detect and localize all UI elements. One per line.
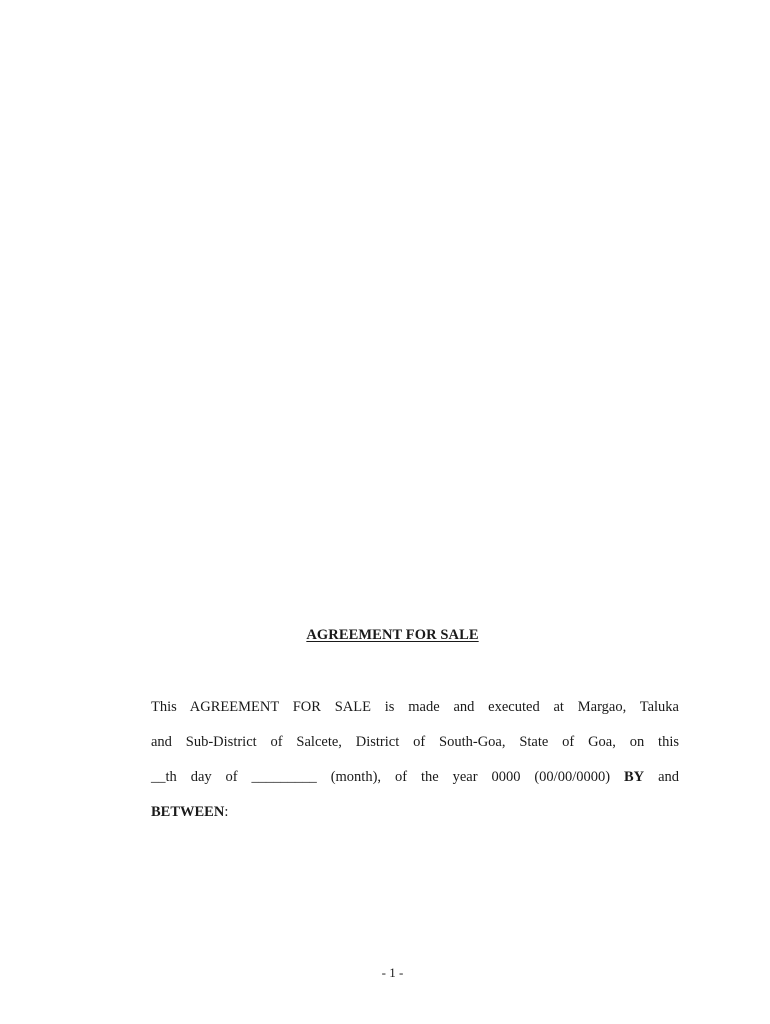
- document-title: AGREEMENT FOR SALE: [306, 627, 479, 643]
- paragraph-line-4: [151, 795, 679, 830]
- by-word: BY: [624, 769, 645, 785]
- paragraph-line-2: and Sub-District of Salcete, District of South-Goa, State of Goa, on this: [151, 734, 679, 750]
- page-number: - 1 -: [381, 965, 404, 980]
- paragraph-line-3: [151, 760, 679, 795]
- between-suffix: :: [224, 804, 229, 820]
- and-word: and: [658, 769, 680, 785]
- paragraph-line-3-text: __th day of _________ (month), of the year 0000 (00/00/0000): [151, 769, 611, 785]
- between-word: BETWEEN: [151, 804, 225, 820]
- agreement-paragraph: [151, 690, 679, 830]
- paragraph-line-1: This AGREEMENT FOR SALE is made and executed at Margao, Taluka: [151, 699, 679, 715]
